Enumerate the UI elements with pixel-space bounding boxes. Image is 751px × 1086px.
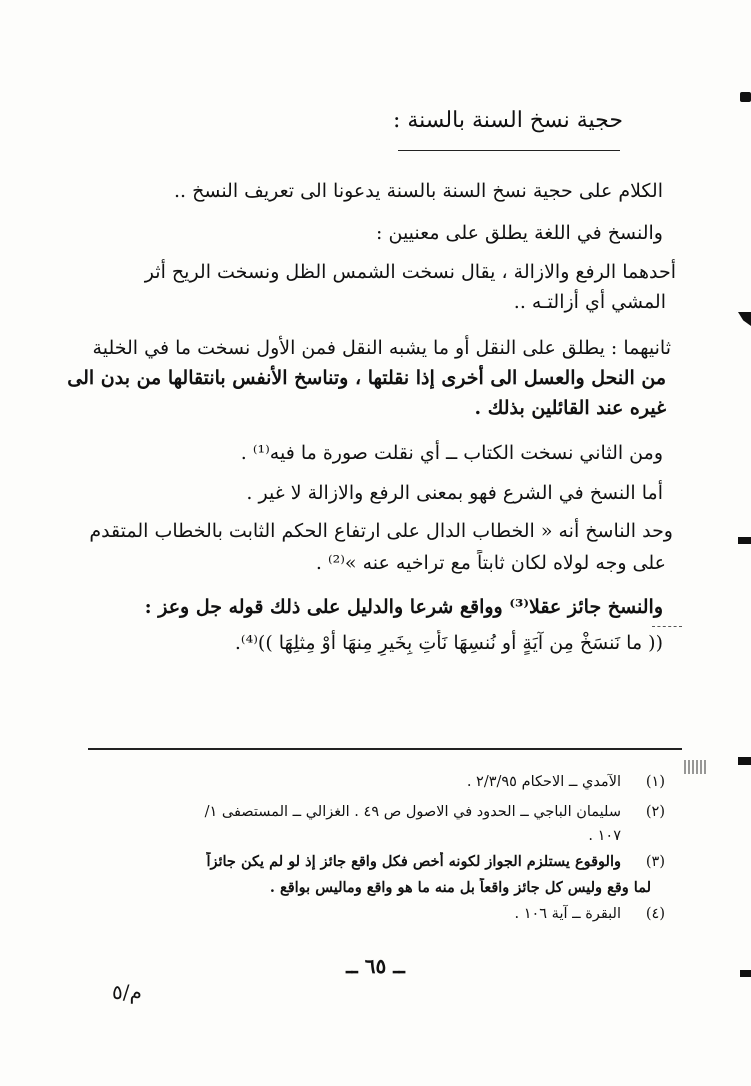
- footnote-text: سليمان الباجي ــ الحدود في الاصول ص ٤٩ . الغزالي ــ المستصفى ١/: [204, 804, 621, 820]
- footnote-number: (١): [645, 774, 665, 790]
- scan-edge-mark: [738, 757, 751, 765]
- footnote-text: ١٠٧ .: [588, 828, 621, 844]
- footnote-text: لما وقع وليس كل جائز واقعاً بل منه ما هو واقع وماليس بواقع .: [269, 879, 651, 896]
- body-line: أحدهما الرفع والازالة ، يقال نسخت الشمس الظل ونسخت الريح أثر: [144, 261, 676, 283]
- footnote-separator: [88, 748, 682, 750]
- scan-edge-mark: [738, 312, 751, 326]
- body-line: والنسخ جائز عقلا⁽³⁾ وواقع شرعا والدليل على ذلك قوله جل وعز :: [144, 596, 663, 618]
- body-line: ثانيهما : يطلق على النقل أو ما يشبه النقل فمن الأول نسخت ما في الخلية: [92, 337, 671, 359]
- body-line: وحد الناسخ أنه « الخطاب الدال على ارتفاع الحكم الثابت بالخطاب المتقدم: [89, 520, 673, 542]
- body-line: من النحل والعسل الى أخرى إذا نقلتها ، وتناسخ الأنفس بانتقالها من بدن الى: [67, 367, 666, 389]
- scan-artifact: [652, 626, 682, 637]
- scan-artifact: [684, 760, 708, 774]
- page-number: ــ ٦٥ ــ: [346, 954, 405, 978]
- footnote-text: الآمدي ــ الاحكام ٢/٣/٩٥ .: [466, 774, 621, 790]
- scan-edge-mark: [740, 92, 751, 102]
- body-line: على وجه لولاه لكان ثابتاً مع تراخيه عنه »⁽²⁾ .: [315, 552, 666, 574]
- body-line: والنسخ في اللغة يطلق على معنيين :: [376, 222, 663, 244]
- body-line: المشي أي أزالتـه ..: [513, 291, 666, 313]
- signature-mark: م/٥: [112, 980, 142, 1004]
- footnote-text: والوقوع يستلزم الجواز لكونه أخص فكل واقع جائز إذ لو لم يكن جائزاً: [206, 853, 621, 870]
- footnote-number: (٢): [645, 804, 665, 820]
- scan-edge-mark: [740, 970, 751, 977]
- body-line: أما النسخ في الشرع فهو بمعنى الرفع والازالة لا غير .: [246, 482, 663, 504]
- body-line: الكلام على حجية نسخ السنة بالسنة يدعونا الى تعريف النسخ ..: [173, 180, 663, 202]
- body-line: ومن الثاني نسخت الكتاب ــ أي نقلت صورة ما فيه⁽¹⁾ .: [240, 442, 663, 464]
- body-line: غيره عند القائلين بذلك .: [474, 397, 666, 419]
- footnote-number: (٤): [645, 906, 665, 922]
- footnote-number: (٣): [645, 854, 665, 870]
- footnote-text: البقرة ــ آية ١٠٦ .: [514, 906, 621, 922]
- scan-edge-mark: [738, 537, 751, 544]
- quranic-verse-line: (( ما نَنسَخْ مِن آيَةٍ أو نُنسِهَا نَأتِ بِخَيرٍ مِنهَا أوْ مِثلِهَا ))⁽⁴⁾.: [234, 632, 663, 654]
- title-underline: [398, 150, 620, 151]
- section-title: حجية نسخ السنة بالسنة :: [392, 108, 623, 133]
